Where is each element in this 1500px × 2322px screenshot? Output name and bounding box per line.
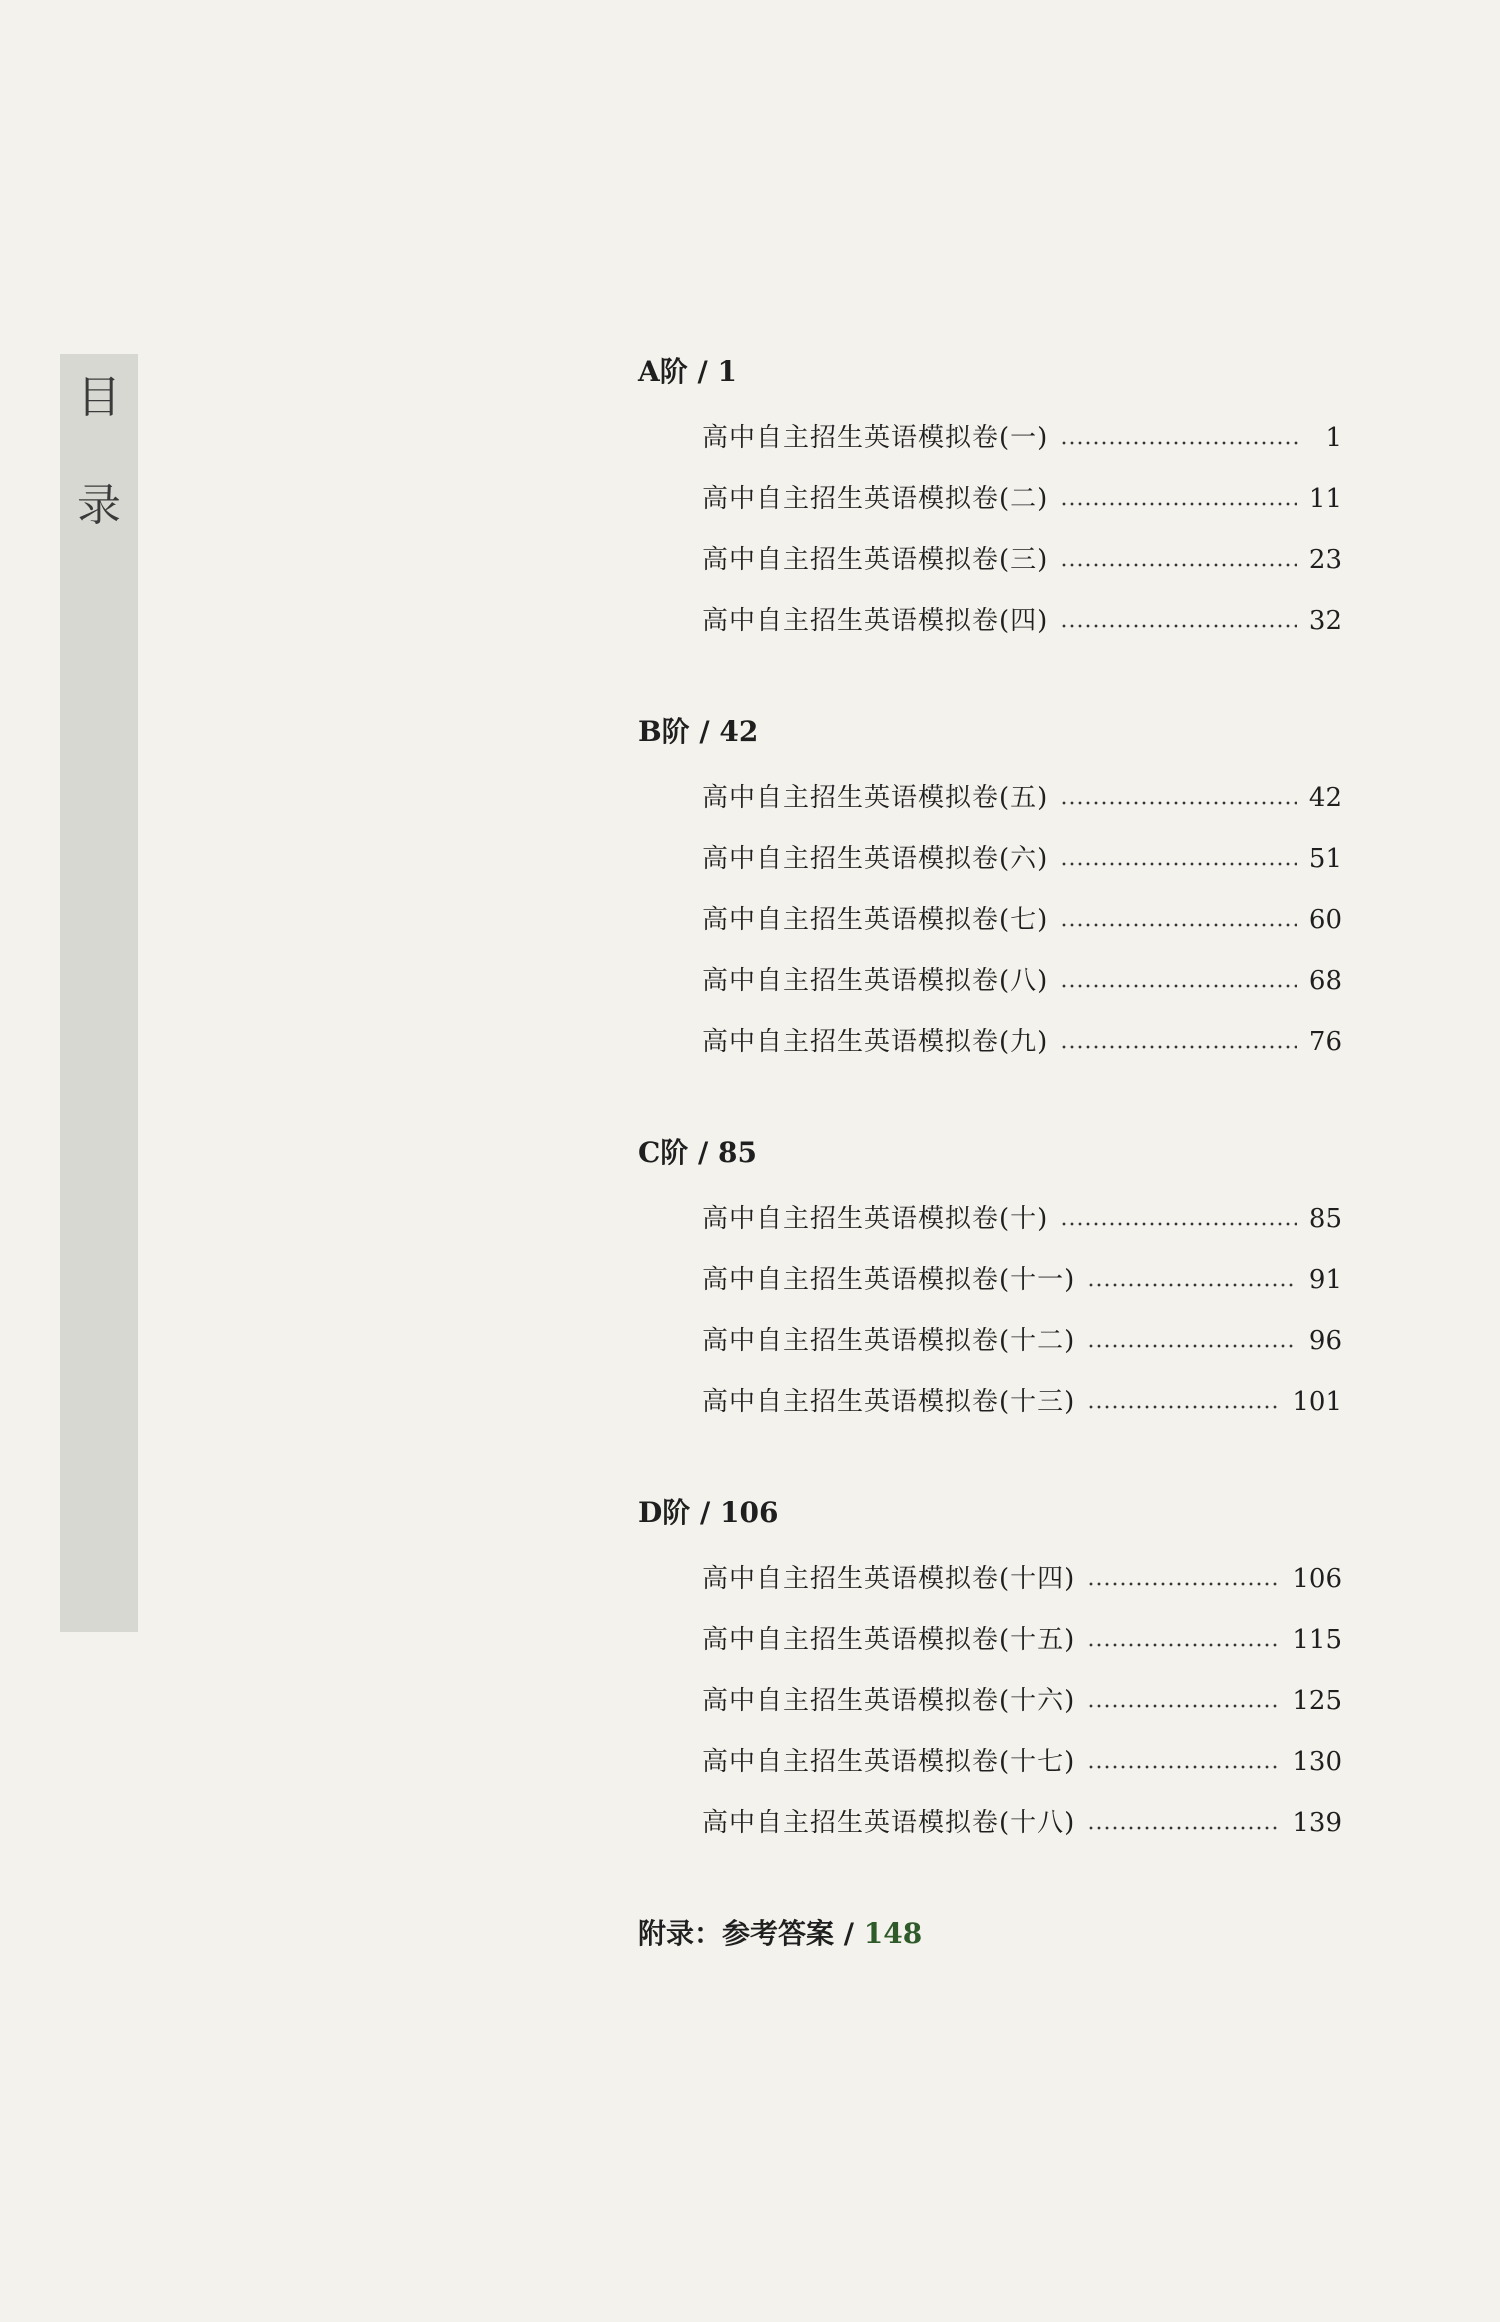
toc-entry[interactable] bbox=[702, 1793, 1342, 1854]
dot-leader bbox=[1060, 502, 1297, 506]
toc-entry[interactable] bbox=[702, 890, 1342, 951]
toc-entry[interactable] bbox=[702, 768, 1342, 829]
entry-page-number: 60 bbox=[1308, 905, 1342, 935]
dot-leader bbox=[1087, 1765, 1280, 1769]
side-title-char-2: 录 bbox=[77, 480, 121, 531]
section-heading: A阶 / 1 bbox=[638, 355, 737, 388]
table-of-contents bbox=[638, 350, 1348, 1956]
entry-page-number: 32 bbox=[1308, 606, 1342, 636]
side-title-band bbox=[60, 354, 138, 1632]
entry-title: 高中自主招生英语模拟卷(五) bbox=[702, 783, 1049, 813]
section-heading: D阶 / 106 bbox=[638, 1496, 779, 1529]
section-heading: B阶 / 42 bbox=[638, 715, 759, 748]
entry-title: 高中自主招生英语模拟卷(二) bbox=[702, 484, 1049, 514]
toc-entry[interactable] bbox=[702, 1189, 1342, 1250]
dot-leader bbox=[1060, 984, 1297, 988]
toc-section-a bbox=[638, 350, 1348, 652]
dot-leader bbox=[1060, 923, 1297, 927]
entry-page-number: 23 bbox=[1308, 545, 1342, 575]
toc-entry[interactable] bbox=[702, 530, 1342, 591]
toc-entry[interactable] bbox=[702, 829, 1342, 890]
dot-leader bbox=[1060, 1045, 1297, 1049]
toc-entry[interactable] bbox=[702, 1671, 1342, 1732]
entry-title: 高中自主招生英语模拟卷(七) bbox=[702, 905, 1049, 935]
dot-leader bbox=[1060, 441, 1298, 445]
dot-leader bbox=[1060, 563, 1297, 567]
entry-page-number: 125 bbox=[1292, 1686, 1342, 1716]
entry-title: 高中自主招生英语模拟卷(一) bbox=[702, 423, 1049, 453]
entry-title: 高中自主招生英语模拟卷(四) bbox=[702, 606, 1049, 636]
dot-leader bbox=[1087, 1643, 1280, 1647]
toc-entry[interactable] bbox=[702, 1610, 1342, 1671]
dot-leader bbox=[1087, 1582, 1280, 1586]
toc-entry[interactable] bbox=[702, 469, 1342, 530]
entry-page-number: 96 bbox=[1308, 1326, 1342, 1356]
dot-leader bbox=[1087, 1826, 1280, 1830]
dot-leader bbox=[1087, 1704, 1280, 1708]
dot-leader bbox=[1087, 1283, 1297, 1287]
dot-leader bbox=[1060, 1222, 1297, 1226]
entry-title: 高中自主招生英语模拟卷(十八) bbox=[702, 1808, 1076, 1838]
entry-title: 高中自主招生英语模拟卷(十七) bbox=[702, 1747, 1076, 1777]
dot-leader bbox=[1087, 1405, 1280, 1409]
entry-page-number: 101 bbox=[1292, 1387, 1342, 1417]
toc-entry[interactable] bbox=[702, 1250, 1342, 1311]
entry-title: 高中自主招生英语模拟卷(十六) bbox=[702, 1686, 1076, 1716]
toc-entry[interactable] bbox=[702, 591, 1342, 652]
entry-page-number: 106 bbox=[1292, 1564, 1342, 1594]
side-title-char-1: 目 bbox=[77, 372, 121, 423]
toc-section-b bbox=[638, 710, 1348, 1073]
toc-entry[interactable] bbox=[702, 1012, 1342, 1073]
toc-section-d bbox=[638, 1491, 1348, 1854]
entry-page-number: 91 bbox=[1308, 1265, 1342, 1295]
dot-leader bbox=[1060, 862, 1297, 866]
entry-page-number: 85 bbox=[1308, 1204, 1342, 1234]
toc-entry[interactable] bbox=[702, 1311, 1342, 1372]
toc-entry[interactable] bbox=[702, 1549, 1342, 1610]
entry-page-number: 130 bbox=[1292, 1747, 1342, 1777]
entry-title: 高中自主招生英语模拟卷(九) bbox=[702, 1027, 1049, 1057]
appendix-label: 附录：参考答案 / bbox=[638, 1917, 864, 1950]
appendix-page-number: 148 bbox=[863, 1917, 923, 1950]
entry-title: 高中自主招生英语模拟卷(三) bbox=[702, 545, 1049, 575]
entry-page-number: 11 bbox=[1308, 484, 1342, 514]
dot-leader bbox=[1087, 1344, 1297, 1348]
entry-page-number: 139 bbox=[1292, 1808, 1342, 1838]
entry-page-number: 51 bbox=[1308, 844, 1342, 874]
entry-title: 高中自主招生英语模拟卷(十) bbox=[702, 1204, 1049, 1234]
toc-appendix[interactable] bbox=[638, 1912, 1348, 1956]
dot-leader bbox=[1060, 624, 1297, 628]
entry-title: 高中自主招生英语模拟卷(十二) bbox=[702, 1326, 1076, 1356]
section-heading: C阶 / 85 bbox=[638, 1136, 757, 1169]
entry-page-number: 42 bbox=[1308, 783, 1342, 813]
entry-page-number: 68 bbox=[1308, 966, 1342, 996]
entry-title: 高中自主招生英语模拟卷(十五) bbox=[702, 1625, 1076, 1655]
toc-entry[interactable] bbox=[702, 408, 1342, 469]
toc-section-c bbox=[638, 1131, 1348, 1433]
entry-page-number: 1 bbox=[1325, 423, 1342, 453]
toc-entry[interactable] bbox=[702, 1372, 1342, 1433]
toc-entry[interactable] bbox=[702, 951, 1342, 1012]
entry-title: 高中自主招生英语模拟卷(八) bbox=[702, 966, 1049, 996]
entry-title: 高中自主招生英语模拟卷(十一) bbox=[702, 1265, 1076, 1295]
entry-title: 高中自主招生英语模拟卷(六) bbox=[702, 844, 1049, 874]
entry-title: 高中自主招生英语模拟卷(十四) bbox=[702, 1564, 1076, 1594]
toc-entry[interactable] bbox=[702, 1732, 1342, 1793]
dot-leader bbox=[1060, 801, 1297, 805]
entry-page-number: 76 bbox=[1308, 1027, 1342, 1057]
entry-title: 高中自主招生英语模拟卷(十三) bbox=[702, 1387, 1076, 1417]
entry-page-number: 115 bbox=[1292, 1625, 1342, 1655]
